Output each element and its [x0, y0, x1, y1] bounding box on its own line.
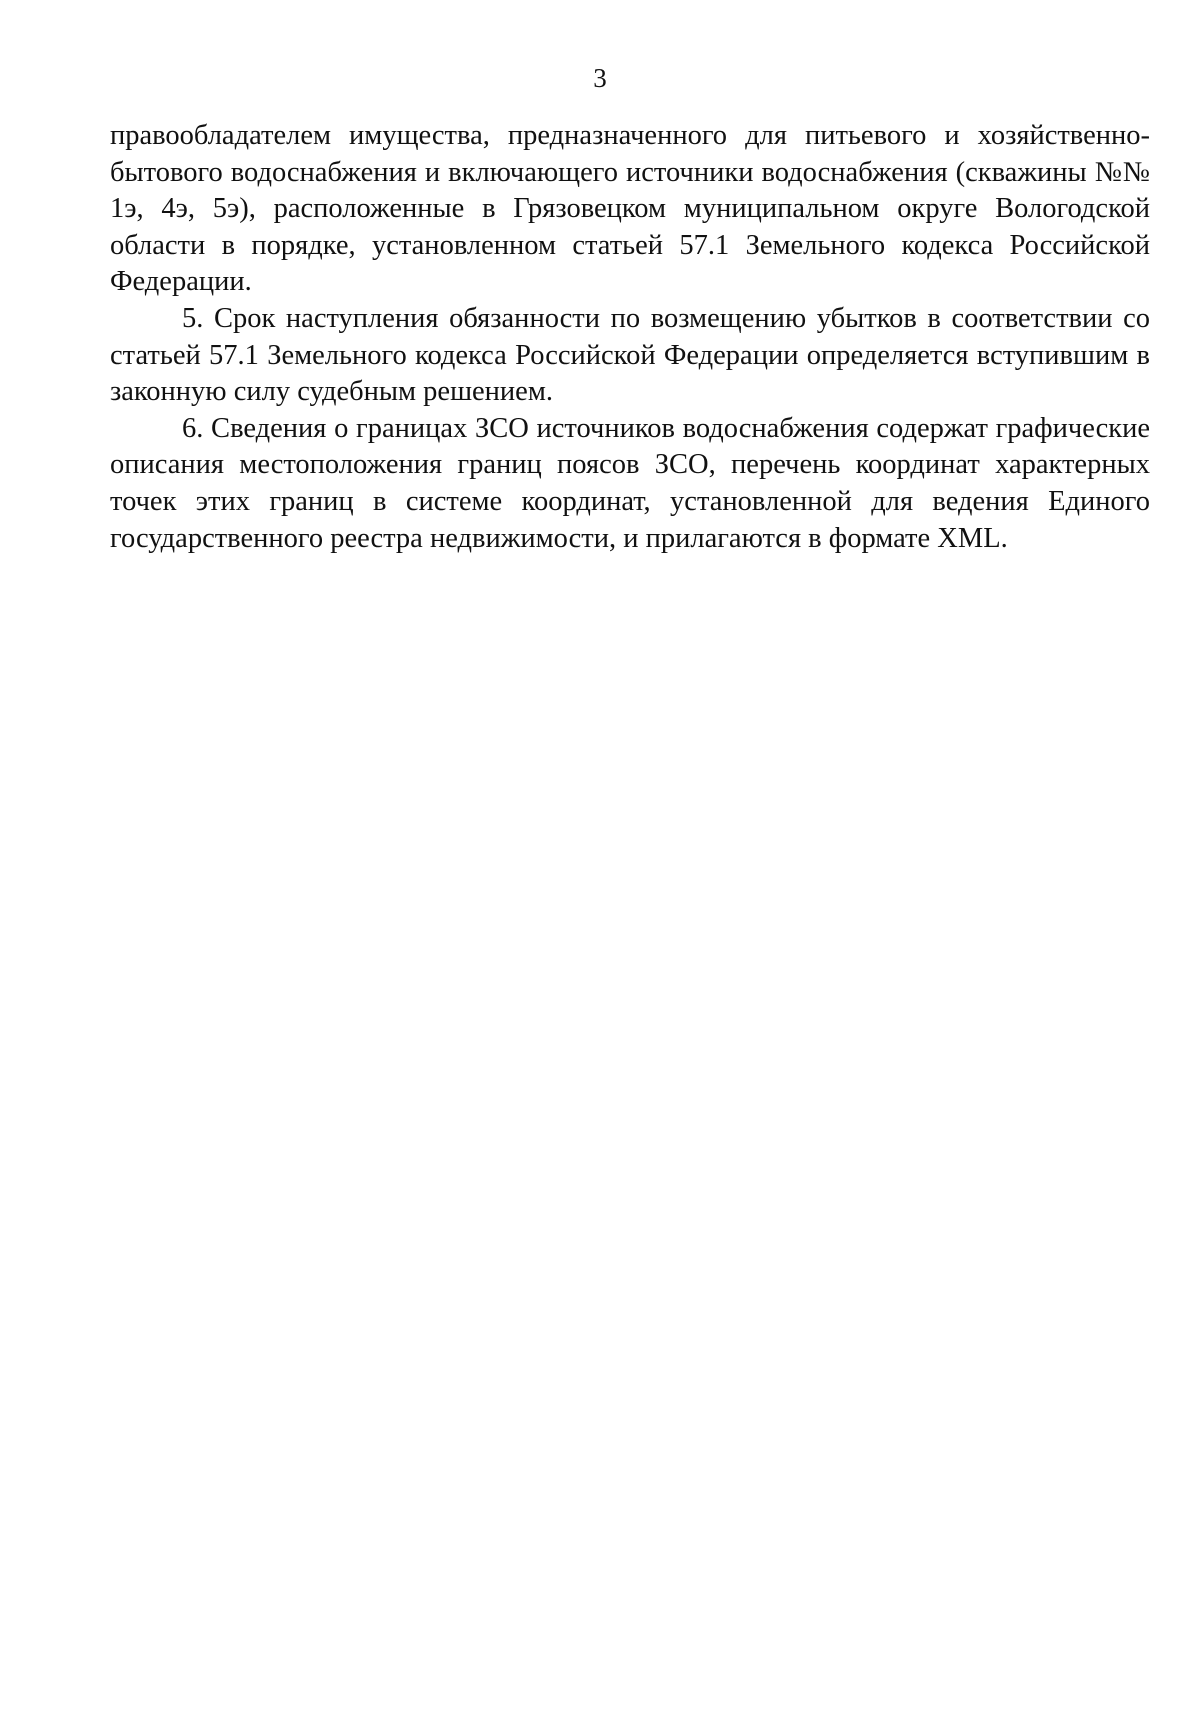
document-body: [110, 118, 1150, 557]
paragraph-continuation: правообладателем имущества, предназначенного для питьевого и хозяйственно-бытового водоснабжения и включающего источники водоснабжения (скважины №№ 1э, 4э, 5э), расположенные в Грязовецком муниципальном округе Вологодской области в порядке, установленном статьей 57.1 Земельного кодекса Российской Федерации.: [110, 120, 1150, 298]
paragraph-item-5: 5. Срок наступления обязанности по возмещению убытков в соответствии со статьей 57.1 Земельного кодекса Российской Федерации определяется вступившим в законную силу судебным решением.: [110, 302, 1150, 408]
page-number: 3: [593, 63, 607, 93]
paragraph-item-6: 6. Сведения о границах ЗСО источников водоснабжения содержат графические описания местоположения границ поясов ЗСО, перечень координат характерных точек этих границ в системе координат, установленной для ведения Единого государственного реестра недвижимости, и прилагаются в формате XML.: [110, 412, 1150, 554]
